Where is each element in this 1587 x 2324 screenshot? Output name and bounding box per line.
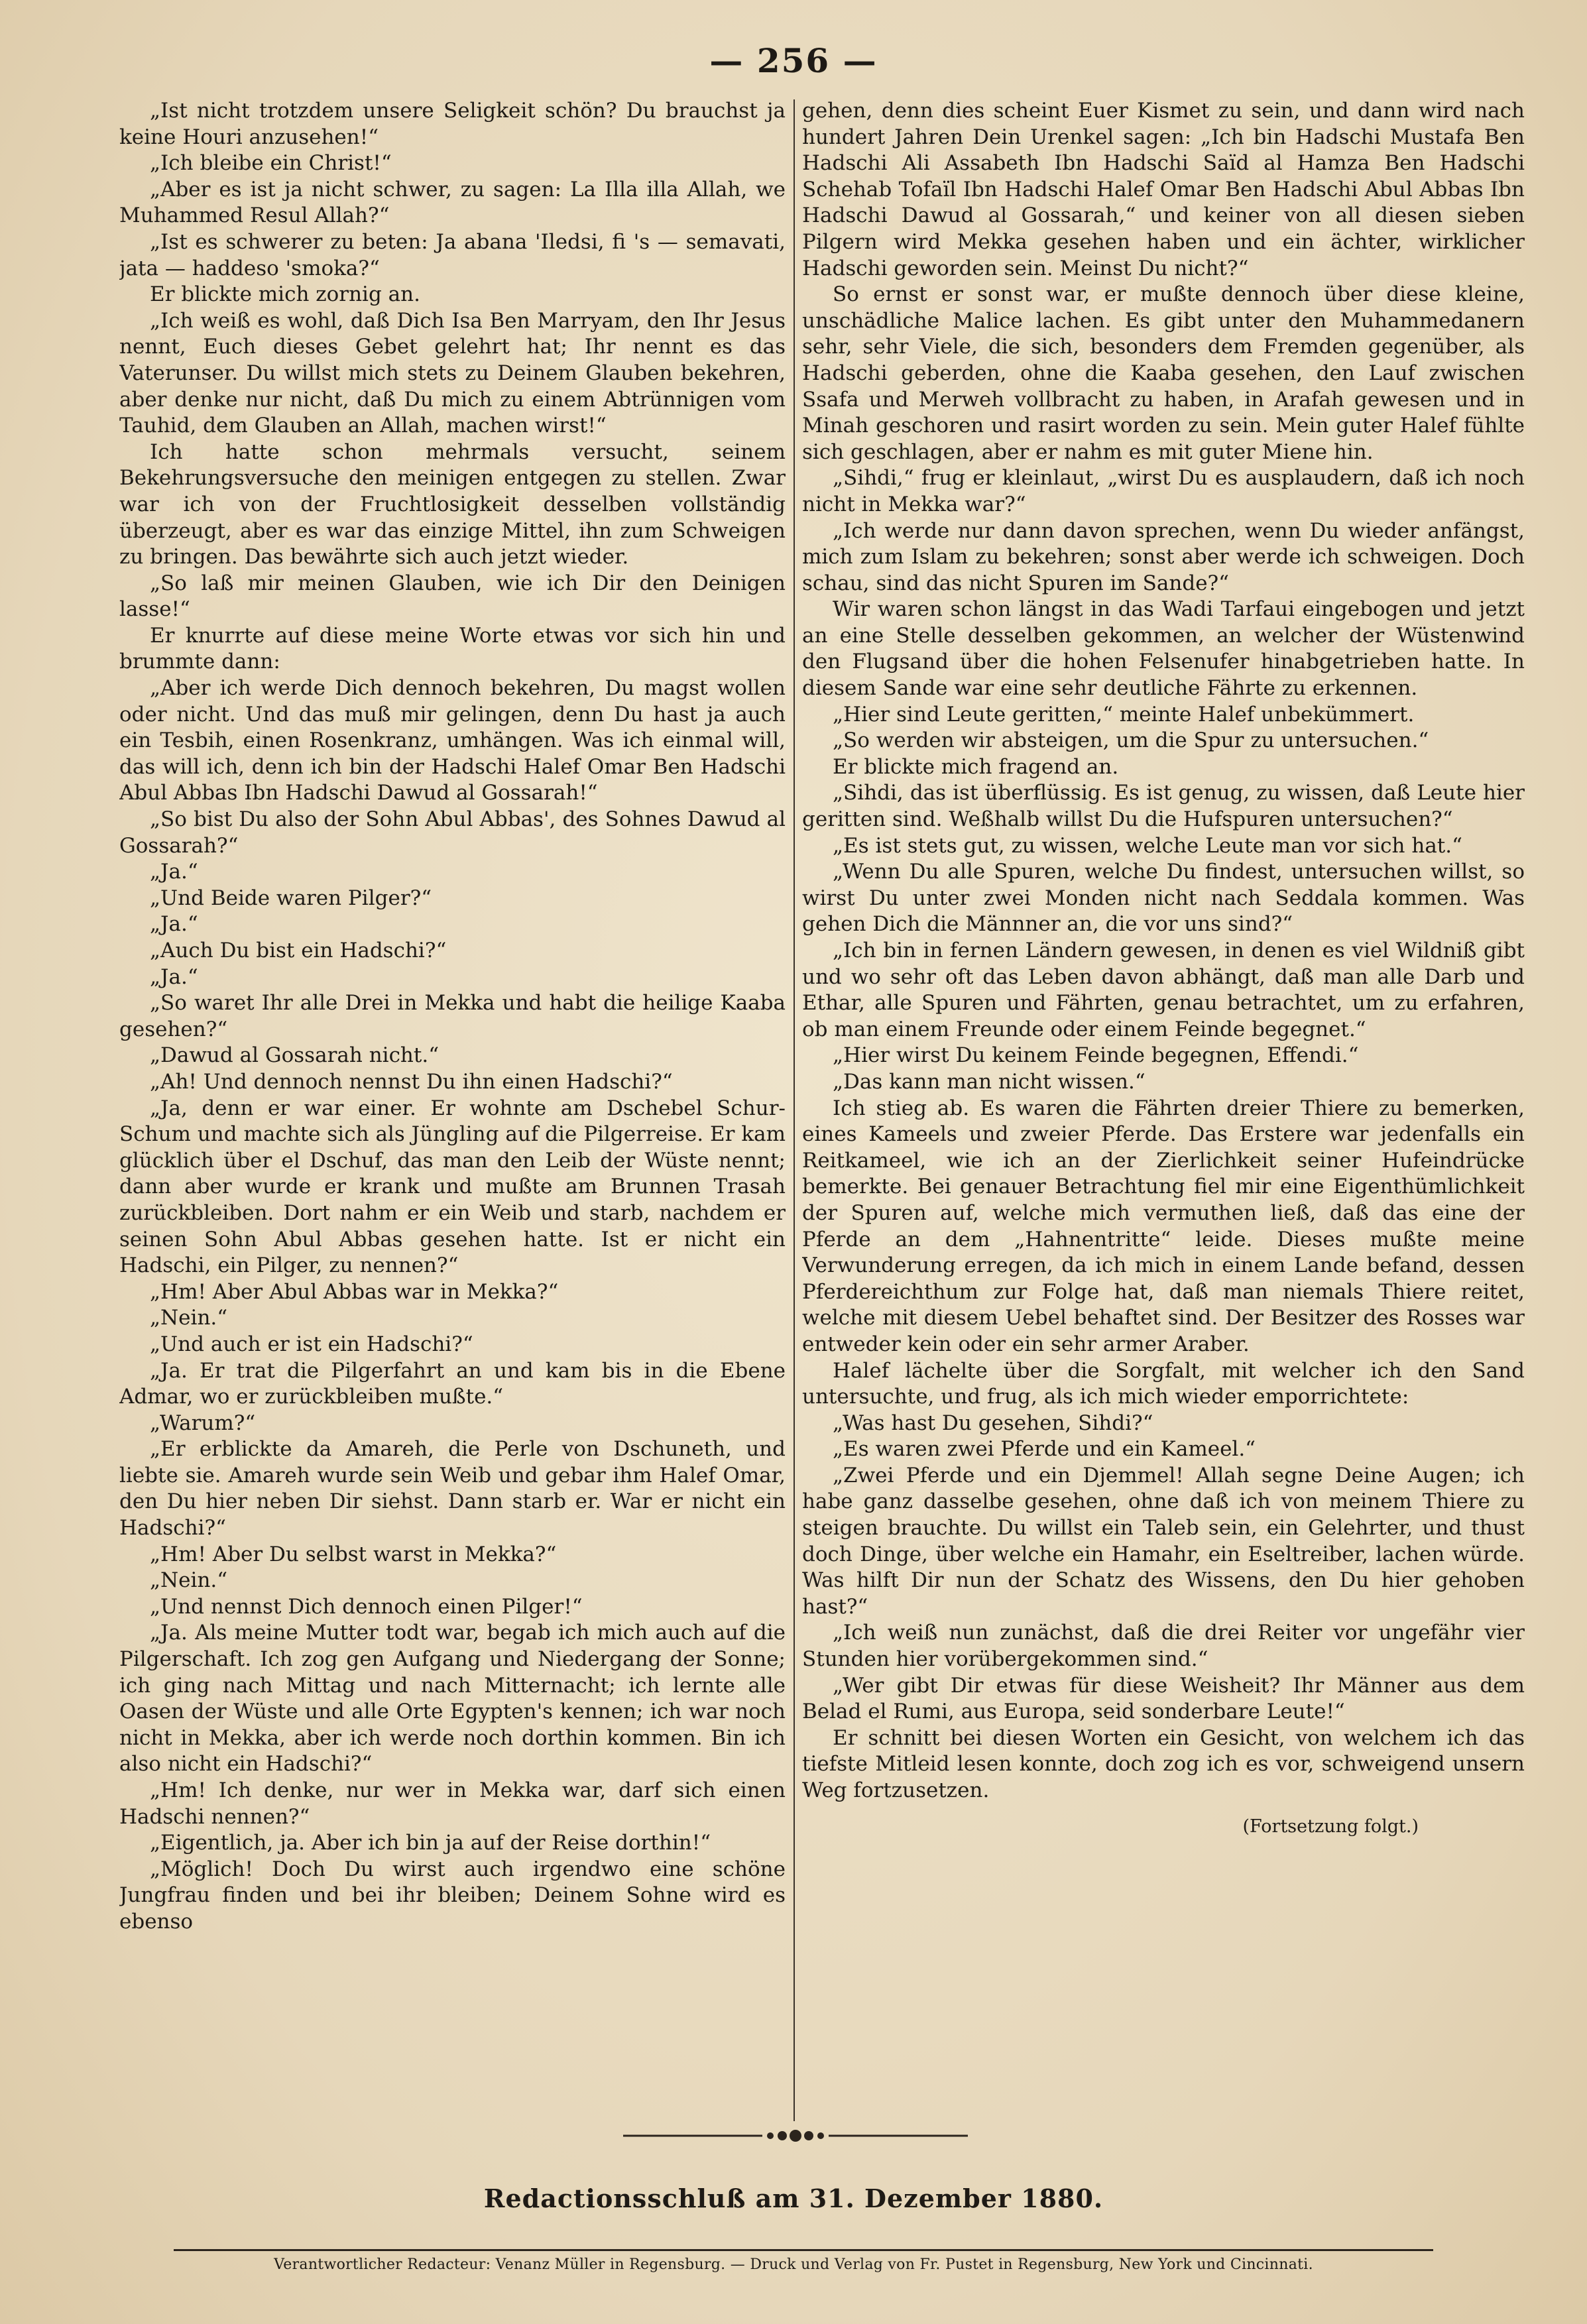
- paragraph: „Hm! Aber Abul Abbas war in Mekka?“: [150, 1279, 559, 1304]
- footer-rule: [174, 2249, 1433, 2251]
- column-divider: [794, 99, 795, 2121]
- paragraph: „Aber ich werde Dich dennoch bekehren, Du magst wollen oder nicht. Und das muß mir gelingen, denn Du hast ja auch ein Tesbih, einen Rosenkranz, umhängen. Was ich einmal will, das will ich, denn ich bin der Hadschi Halef Omar Ben Hadschi Abul Abbas Ibn Hadschi Dawud al Gossarah!“: [119, 676, 786, 805]
- paragraph: Er blickte mich fragend an.: [833, 754, 1119, 779]
- paragraph: „Ich weiß es wohl, daß Dich Isa Ben Marryam, den Ihr Jesus nennt, Euch dieses Gebet gelehrt hat; Ihr nennt es das Vaterunser. Du willst mich stets zu Deinem Glauben bekehren, aber denke nur nicht, daß Du mich zu einem Abtrünnigen vom Tauhid, dem Glauben an Allah, machen wirst!“: [119, 308, 786, 438]
- paragraph: „Und Beide waren Pilger?“: [150, 886, 432, 910]
- paragraph: „Ich bin in fernen Ländern gewesen, in denen es viel Wildniß gibt und wo sehr oft das Leben davon abhängt, daß man alle Darb und Ethar, alle Spuren und Fährten, genau betrachtet, um zu erfahren, ob man einem Freunde oder einem Feinde begegnet.“: [802, 939, 1525, 1041]
- paragraph: „Ja. Er trat die Pilgerfahrt an und kam bis in die Ebene Admar, wo er zurückbleiben mußte.“: [119, 1358, 786, 1409]
- paragraph: gehen, denn dies scheint Euer Kismet zu sein, und dann wird nach hundert Jahren Dein Urenkel sagen: „Ich bin Hadschi Mustafa Ben Hadschi Ali Assabeth Ibn Hadschi Saïd al Hamza Ben Hadschi Schehab Tofaïl Ibn Hadschi Halef Omar Ben Hadschi Abul Abbas Ibn Hadschi Dawud al Gossarah,“ und keiner von all diesen sieben Pilgern wird Mekka gesehen haben und ein ächter, wirklicher Hadschi geworden sein. Meinst Du nicht?“: [802, 99, 1525, 280]
- paragraph: „Ist nicht trotzdem unsere Seligkeit schön? Du brauchst ja keine Houri anzusehen!“: [119, 99, 786, 149]
- paragraph: „Ist es schwerer zu beten: Ja abana 'Iledsi, fi 's — semavati, jata — haddeso 'smoka?“: [119, 229, 786, 280]
- paragraph: „Nein.“: [150, 1568, 228, 1593]
- page-number: — 256 —: [709, 41, 878, 80]
- paragraph: „Zwei Pferde und ein Djemmel! Allah segne Deine Augen; ich habe ganz dasselbe gesehen, ohne daß ich von meinem Thiere zu steigen brauchte. Du willst ein Taleb sein, ein Gelehrter, und thust doch Dinge, über welche ein Hamahr, ein Eseltreiber, lachen würde. Was hilft Dir nun der Schatz des Wissens, den Du hier gehoben hast?“: [802, 1463, 1525, 1619]
- paragraph: „Hier sind Leute geritten,“ meinte Halef unbekümmert.: [833, 702, 1415, 726]
- paragraph: „Auch Du bist ein Hadschi?“: [150, 939, 447, 962]
- paragraph: So ernst er sonst war, er mußte dennoch über diese kleine, unschädliche Malice lachen. Es gibt unter den Muhammedanern sehr, sehr Viele, die sich, besonders dem Fremden gegenüber, als Hadschi geberden, ohne die Kaaba gesehen, den Lauf zwischen Ssafa und Merweh vollbracht zu haben, in Arafah gewesen und in Minah geschoren und rasirt worden zu sein. Mein guter Halef fühlte sich geschlagen, aber er nahm es mit guter Miene hin.: [802, 282, 1525, 464]
- left-column: [119, 98, 786, 2093]
- paragraph: „Ja.“: [150, 912, 198, 937]
- continued-note: (Fortsetzung folgt.): [1242, 1816, 1419, 1837]
- paragraph: „Was hast Du gesehen, Sihdi?“: [833, 1411, 1153, 1435]
- paragraph: Ich stieg ab. Es waren die Fährten dreier Thiere zu bemerken, eines Kameels und zweier Pferde. Das Erstere war jedenfalls ein Reitkameel, wie ich an der Zierlichkeit seiner Hufeindrücke bemerkte. Bei genauer Betrachtung fiel mir eine Eigenthümlichkeit der Spuren auf, welche mich vermuthen ließ, daß das eine der Pferde an dem „Hahnentritte“ leide. Dieses mußte meine Verwunderung erregen, da ich mich in einem Lande befand, dessen Pferdereichthum zur Folge hat, daß man niemals Thiere reitet, welche mit diesem Uebel behaftet sind. Der Besitzer des Rosses war entweder kein oder ein sehr armer Araber.: [802, 1096, 1525, 1356]
- paragraph: „Nein.“: [150, 1306, 228, 1330]
- paragraph: „Und auch er ist ein Hadschi?“: [150, 1332, 473, 1356]
- paragraph: „Es waren zwei Pferde und ein Kameel.“: [833, 1437, 1256, 1462]
- paragraph: „Ich werde nur dann davon sprechen, wenn Du wieder anfängst, mich zum Islam zu bekehren; sonst aber werde ich schweigen. Doch schau, sind das nicht Spuren im Sande?“: [802, 518, 1525, 595]
- paragraph: „Möglich! Doch Du wirst auch irgendwo eine schöne Jungfrau finden und bei ihr bleiben; Deinem Sohne wird es ebenso: [119, 1857, 786, 1934]
- paragraph: „Hier wirst Du keinem Feinde begegnen, Effendi.“: [833, 1043, 1359, 1068]
- paragraph: „Es ist stets gut, zu wissen, welche Leute man vor sich hat.“: [833, 833, 1462, 858]
- right-column: [802, 98, 1525, 2093]
- paragraph: „Ja.“: [150, 964, 198, 989]
- ornament-divider-icon: [623, 2122, 968, 2149]
- paragraph: Er schnitt bei diesen Worten ein Gesicht, von welchem ich das tiefste Mitleid lesen konnte, doch zog ich es vor, schweigend unsern Weg fortzusetzen.: [802, 1725, 1525, 1802]
- paragraph: „Warum?“: [150, 1411, 256, 1435]
- paragraph: Er blickte mich zornig an.: [150, 282, 420, 307]
- paragraph: Wir waren schon längst in das Wadi Tarfaui eingebogen und jetzt an eine Stelle desselben gekommen, an welcher der Wüstenwind den Flugsand über die hohen Felsenufer hinabgetrieben hatte. In diesem Sande war eine sehr deutliche Fährte zu erkennen.: [802, 597, 1525, 701]
- paragraph: „Wer gibt Dir etwas für diese Weisheit? Ihr Männer aus dem Belad el Rumi, aus Europa, seid sonderbare Leute!“: [802, 1673, 1525, 1724]
- paragraph: „Ich bleibe ein Christ!“: [150, 151, 392, 176]
- paragraph: „Dawud al Gossarah nicht.“: [150, 1043, 440, 1068]
- paragraph: „Ja, denn er war einer. Er wohnte am Dschebel Schur-Schum und machte sich als Jüngling auf die Pilgerreise. Er kam glücklich über el Dschuf, das man den Leib der Wüste nennt; dann aber wurde er krank und mußte am Brunnen Trasah zurückbleiben. Dort nahm er ein Weib und starb, nachdem er seinen Sohn Abul Abbas gesehen hatte. Ist er nicht ein Hadschi, ein Pilger, zu nennen?“: [119, 1096, 786, 1278]
- paragraph: „Hm! Aber Du selbst warst in Mekka?“: [150, 1542, 557, 1566]
- paragraph: „Sihdi, das ist überflüssig. Es ist genug, zu wissen, daß Leute hier geritten sind. Weßhalb willst Du die Hufspuren untersuchen?“: [802, 781, 1525, 832]
- paragraph: „So waret Ihr alle Drei in Mekka und habt die heilige Kaaba gesehen?“: [119, 991, 786, 1041]
- paragraph: „Ja. Als meine Mutter todt war, begab ich mich auch auf die Pilgerschaft. Ich zog gen Aufgang und Niedergang der Sonne; ich ging nach Mittag und nach Mitternacht; ich lernte alle Oasen der Wüste und alle Orte Egypten's kennen; ich war noch nicht in Mekka, aber ich werde noch dorthin kommen. Bin ich also nicht ein Hadschi?“: [119, 1621, 786, 1776]
- paragraph: „Er erblickte da Amareh, die Perle von Dschuneth, und liebte sie. Amareh wurde sein Weib und gebar ihm Halef Omar, den Du hier neben Dir siehst. Dann starb er. War er nicht ein Hadschi?“: [119, 1437, 786, 1540]
- paragraph: „Hm! Ich denke, nur wer in Mekka war, darf sich einen Hadschi nennen?“: [119, 1778, 786, 1829]
- paragraph: „So bist Du also der Sohn Abul Abbas', des Sohnes Dawud al Gossarah?“: [119, 807, 786, 858]
- paragraph: „Ah! Und dennoch nennst Du ihn einen Hadschi?“: [150, 1069, 673, 1094]
- paragraph: „Sihdi,“ frug er kleinlaut, „wirst Du es ausplaudern, daß ich noch nicht in Mekka war?“: [802, 466, 1525, 516]
- paragraph: „Ich weiß nun zunächst, daß die drei Reiter vor ungefähr vier Stunden hier vorübergekommen sind.“: [802, 1621, 1525, 1672]
- paragraph: „Aber es ist ja nicht schwer, zu sagen: La Illa illa Allah, we Muhammed Resul Allah?“: [119, 177, 786, 228]
- paragraph: „Das kann man nicht wissen.“: [833, 1069, 1146, 1094]
- paragraph: „So werden wir absteigen, um die Spur zu untersuchen.“: [833, 728, 1429, 753]
- paragraph: Er knurrte auf diese meine Worte etwas vor sich hin und brummte dann:: [119, 623, 786, 674]
- paragraph: „Eigentlich, ja. Aber ich bin ja auf der Reise dorthin!“: [150, 1831, 711, 1855]
- imprint-footer: Verantwortlicher Redacteur: Venanz Müller in Regensburg. — Druck und Verlag von Fr. Pustet in Regensburg, New York und Cincinnati.: [274, 2256, 1313, 2273]
- paragraph: „Ja.“: [150, 860, 198, 884]
- paragraph: „Wenn Du alle Spuren, welche Du findest, untersuchen willst, so wirst Du unter zwei Monden nicht nach Seddala kommen. Was gehen Dich die Männner an, die vor uns sind?“: [802, 860, 1525, 937]
- paragraph: Halef lächelte über die Sorgfalt, mit welcher ich den Sand untersuchte, und frug, als ich mich wieder emporrichtete:: [802, 1358, 1525, 1409]
- editorial-closing: Redactionsschluß am 31. Dezember 1880.: [483, 2183, 1104, 2213]
- paragraph: „Und nennst Dich dennoch einen Pilger!“: [150, 1594, 583, 1619]
- paragraph: Ich hatte schon mehrmals versucht, seinem Bekehrungsversuche den meinigen entgegen zu stellen. Zwar war ich von der Fruchtlosigkeit desselben vollständig überzeugt, aber es war das einzige Mittel, ihn zum Schweigen zu bringen. Das bewährte sich auch jetzt wieder.: [119, 439, 786, 569]
- paragraph: „So laß mir meinen Glauben, wie ich Dir den Deinigen lasse!“: [119, 571, 786, 622]
